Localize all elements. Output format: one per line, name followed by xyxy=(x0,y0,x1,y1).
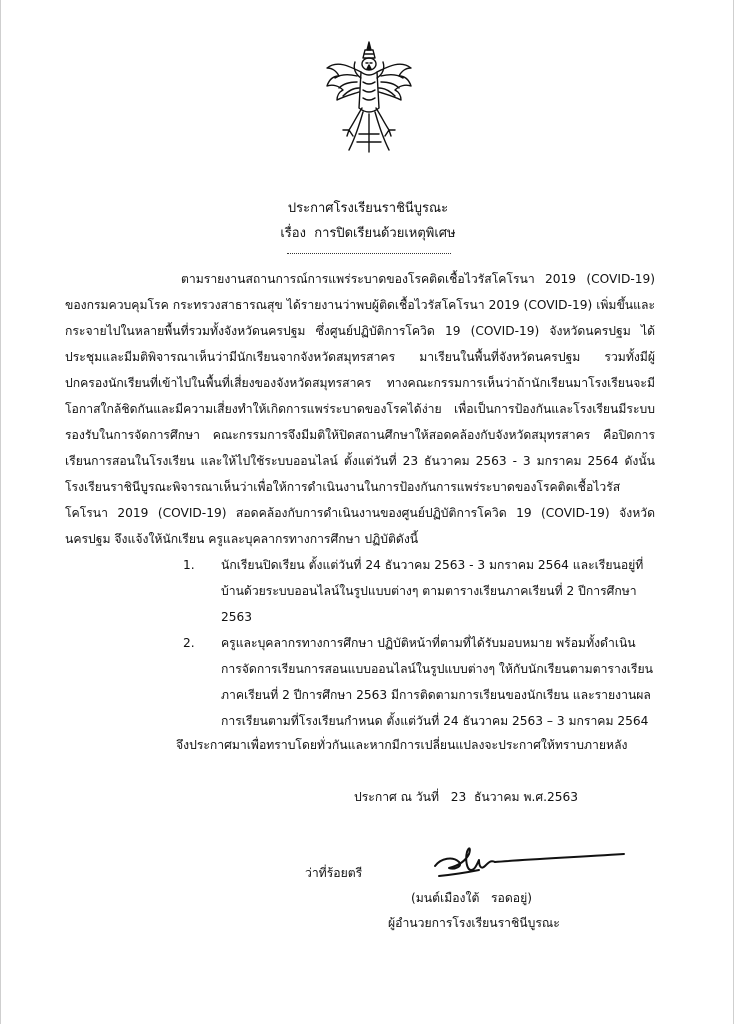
signer-rank: ว่าที่ร้อยตรี xyxy=(305,866,363,880)
signer-name: (มนต์เมืองใต้ รอดอยู่) xyxy=(411,891,532,905)
date-prefix: ประกาศ ณ วันที่ xyxy=(354,790,440,804)
list-item-text: นักเรียนปิดเรียน ตั้งแต่วันที่ 24 ธันวาคม 2563 - 3 มกราคม 2564 และเรียนอยู่ที่บ้านด้วยระบบออนไลน์ในรูปแบบต่างๆ ตามตารางเรียนภาคเรียนที่ 2 ปีการศึกษา 2563 xyxy=(221,558,644,624)
closing-statement: จึงประกาศมาเพื่อทราบโดยทั่วกันและหากมีการเปลี่ยนแปลงจะประกาศให้ทราบภายหลัง xyxy=(176,738,628,752)
list-item xyxy=(65,630,655,734)
list-item-text: ครูและบุคลากรทางการศึกษา ปฏิบัติหน้าที่ตามที่ได้รับมอบหมาย พร้อมทั้งดำเนินการจัดการเรียนการสอนแบบออนไลน์ในรูปแบบต่างๆ ให้กับนักเรียนตามตารางเรียนภาคเรียนที่ 2 ปีการศึกษา 2563 มีการติดตามการเรียนของนักเรียน และรายงานผลการเรียนตามที่โรงเรียนกำหนด ตั้งแต่วันที่ 24 ธันวาคม 2563 – 3 มกราคม 2564 xyxy=(221,636,653,728)
list-item xyxy=(65,552,655,630)
garuda-emblem-icon xyxy=(319,38,419,158)
list-item-number: 2. xyxy=(183,636,195,650)
header-divider xyxy=(287,253,451,254)
list-item-number: 1. xyxy=(183,558,195,572)
announcement-title: ประกาศโรงเรียนราชินีบูรณะ xyxy=(287,201,449,216)
signer-title: ผู้อำนวยการโรงเรียนราชินีบูรณะ xyxy=(388,916,560,930)
announcement-body xyxy=(65,266,655,734)
announcement-date xyxy=(354,787,578,807)
instruction-list xyxy=(65,552,655,734)
handwritten-signature xyxy=(429,836,629,886)
date-value: 23 ธันวาคม พ.ศ.2563 xyxy=(450,790,578,804)
announcement-subject: เรื่อง การปิดเรียนด้วยเหตุพิเศษ xyxy=(280,226,456,241)
body-paragraph: ตามรายงานสถานการณ์การแพร่ระบาดของโรคติดเชื้อไวรัสโคโรนา 2019 (COVID-19) ของกรมควบคุมโรค กระทรวงสาธารณสุข ได้รายงานว่าพบผู้ติดเชื้อไวรัสโคโรนา 2019 (COVID-19) เพิ่มขึ้นและกระจายไปในหลายพื้นที่รวมทั้งจังหวัดนครปฐม ซึ่งศูนย์ปฏิบัติการโควิด 19 (COVID-19) จังหวัดนครปฐม ได้ประชุมและมีมติพิจารณาเห็นว่ามีนักเรียนจากจังหวัดสมุทรสาคร มาเรียนในพื้นที่จังหวัดนครปฐม รวมทั้งมีผู้ปกครองนักเรียนที่เข้าไปในพื้นที่เสี่ยงของจังหวัดสมุทรสาคร ทางคณะกรรมการเห็นว่าถ้านักเรียนมาโรงเรียนจะมีโอกาสใกล้ชิดกันและมีความเสี่ยงทำให้เกิดการแพร่ระบาดของโรคได้ง่าย เพื่อเป็นการป้องกันและโรงเรียนมีระบบรองรับในการจัดการศึกษา คณะกรรมการจึงมีมติให้ปิดสถานศึกษาให้สอดคล้องกับจังหวัดสมุทรสาคร คือปิดการเรียนการสอนในโรงเรียน และให้ไปใช้ระบบออนไลน์ ตั้งแต่วันที่ 23 ธันวาคม 2563 - 3 มกราคม 2564 ดังนั้นโรงเรียนราชินีบูรณะพิจารณาเห็นว่าเพื่อให้การดำเนินงานในการป้องกันการแพร่ระบาดของโรคติดเชื้อไวรัสโคโรนา 2019 (COVID-19) สอดคล้องกับการดำเนินงานของศูนย์ปฏิบัติการโควิด 19 (COVID-19) จังหวัดนครปฐม จึงแจ้งให้นักเรียน ครูและบุคลากรทางการศึกษา ปฏิบัติดังนี้ xyxy=(65,272,655,546)
